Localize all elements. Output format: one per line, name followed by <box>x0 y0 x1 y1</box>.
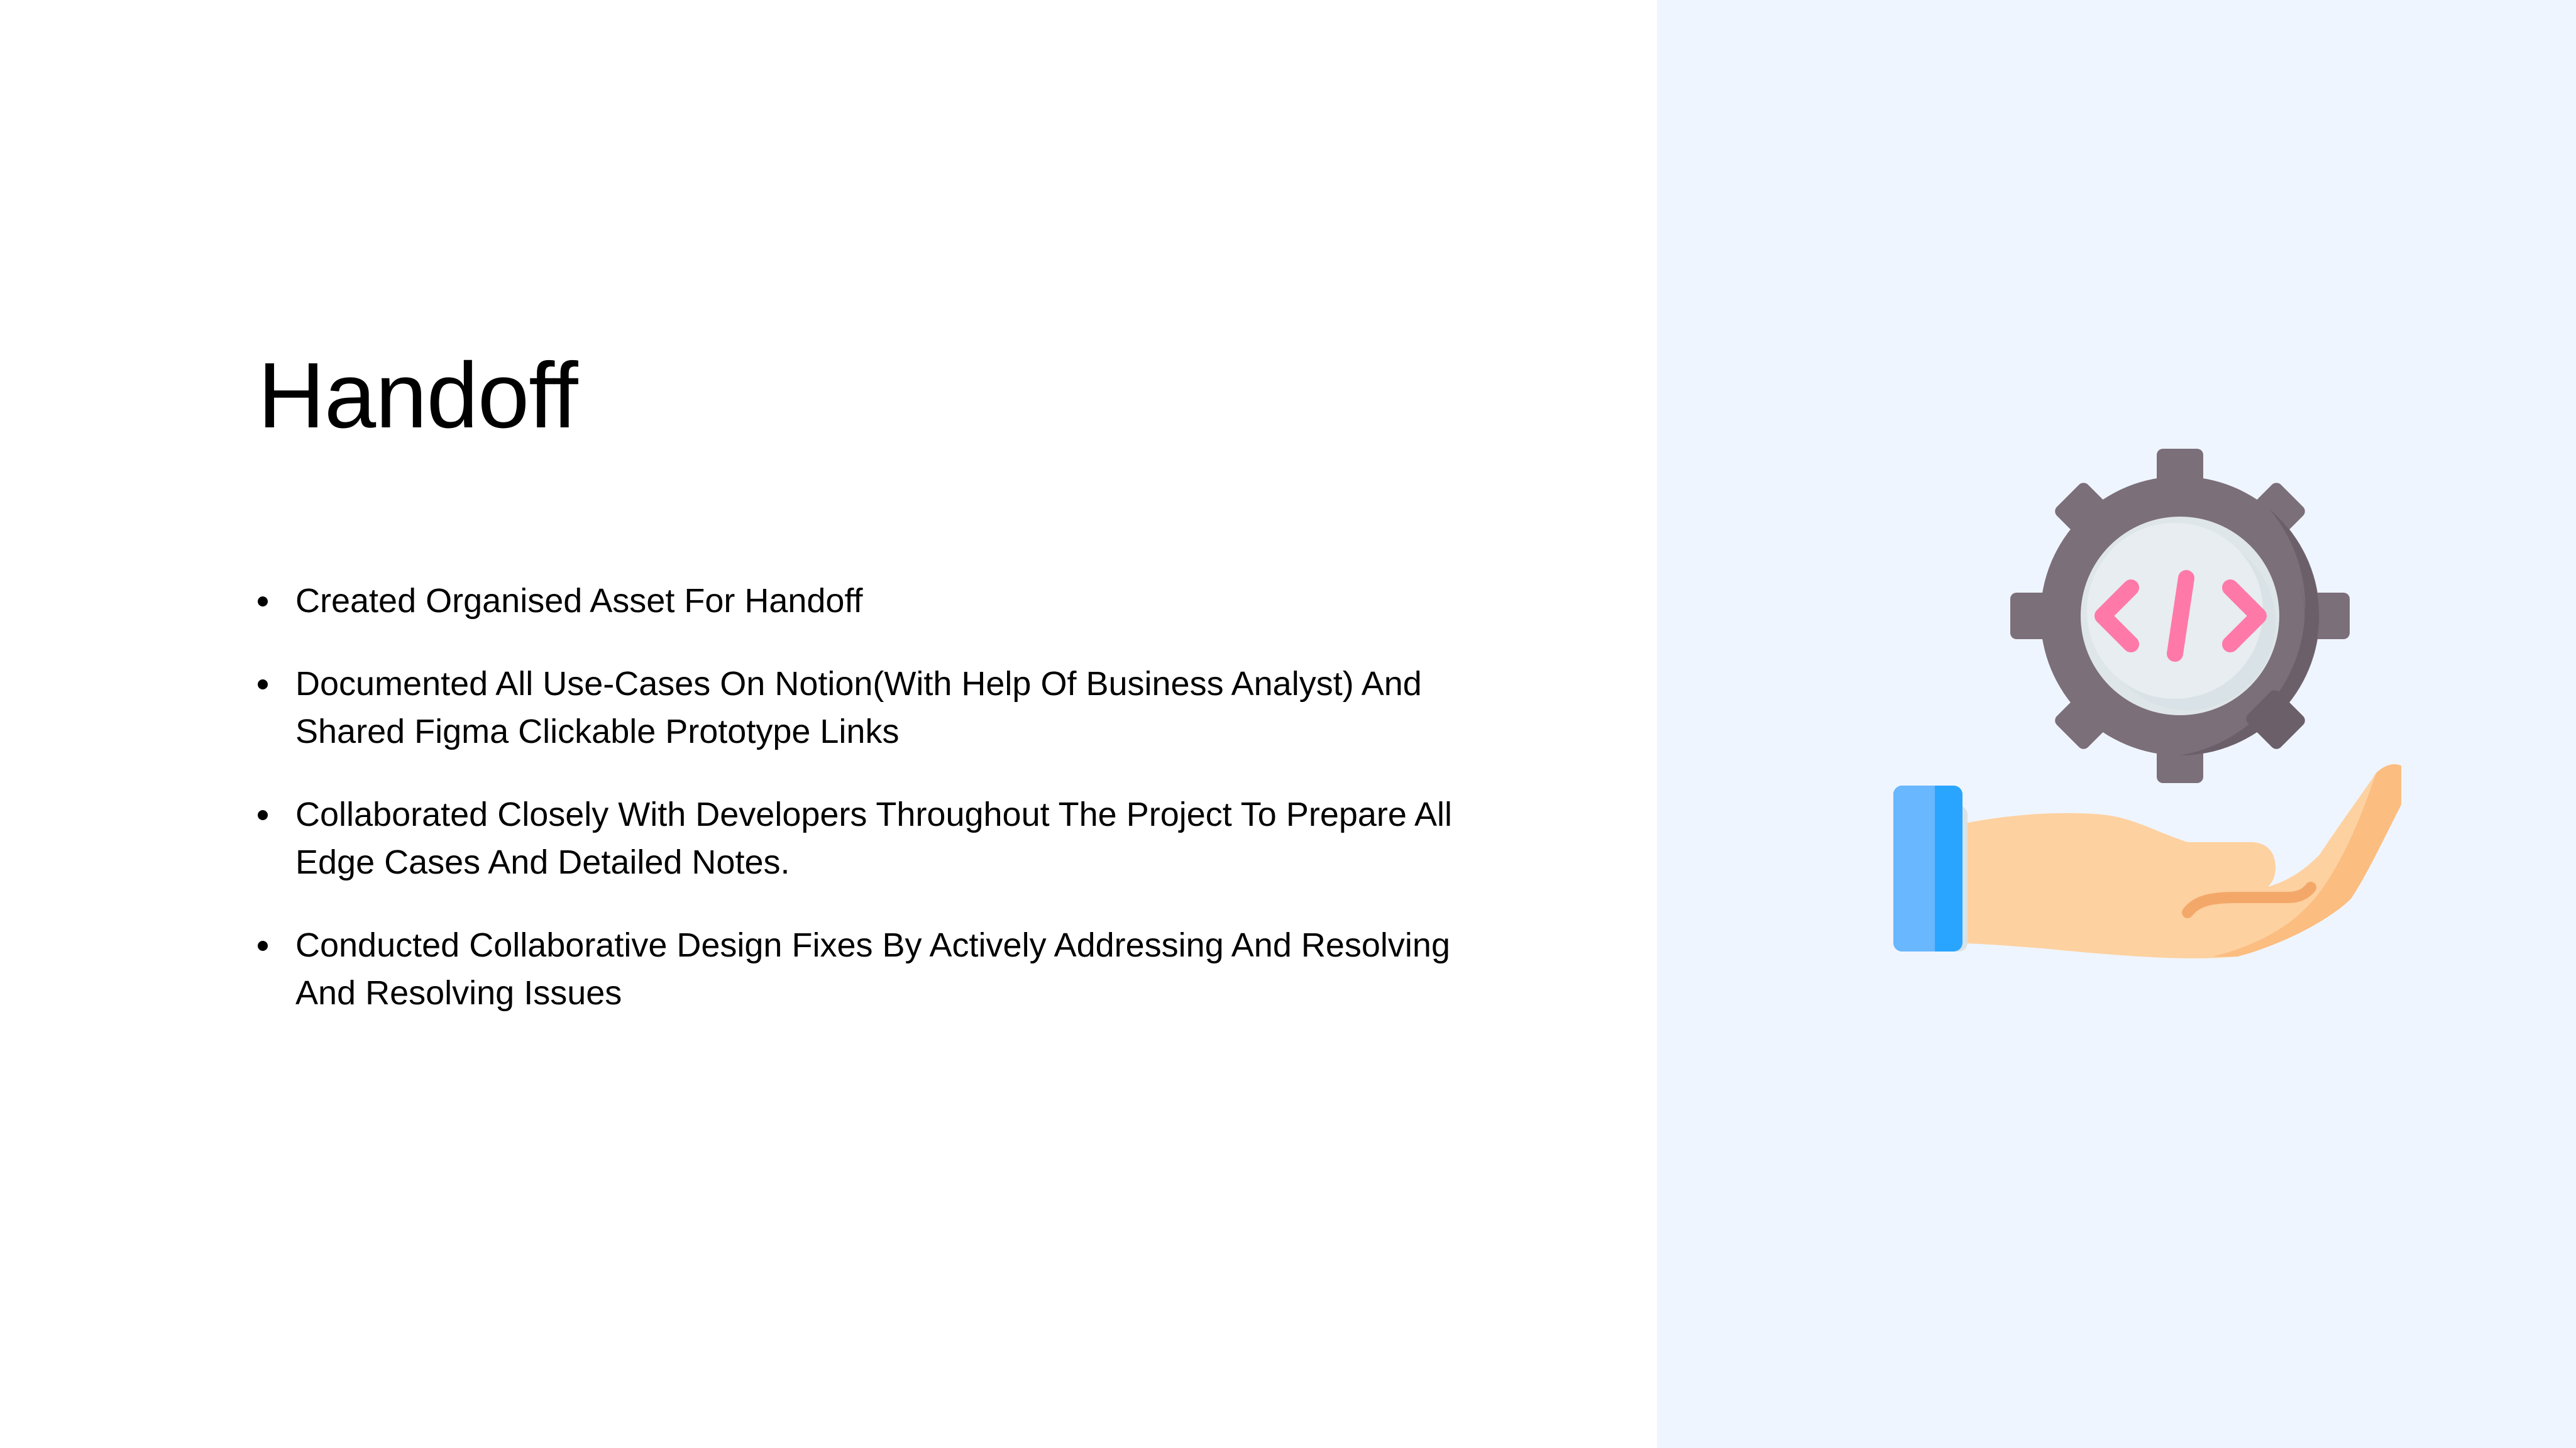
bullet-text: Conducted Collaborative Design Fixes By Actively Addressing And Resolving And Resolving Issues <box>295 926 1450 1012</box>
bullet-text: Created Organised Asset For Handoff <box>295 582 863 620</box>
bullet-dot-icon <box>258 679 268 689</box>
bullet-item <box>258 577 1452 625</box>
bullet-item <box>258 921 1452 1017</box>
bullet-text: Collaborated Closely With Developers Throughout The Project To Prepare All Edge Cases And Detailed Notes. <box>295 796 1452 881</box>
bullet-item <box>258 660 1452 755</box>
bullet-text: Documented All Use-Cases On Notion(With Help Of Business Analyst) And Shared Figma Clickable Prototype Links <box>295 665 1422 750</box>
hand-holding-code-gear-icon <box>1836 440 2401 1006</box>
bullet-dot-icon <box>258 941 268 951</box>
hand-icon <box>1936 764 2401 958</box>
bullet-dot-icon <box>258 810 268 820</box>
sleeve-icon <box>1893 786 1968 952</box>
slide-title: Handoff <box>258 344 578 447</box>
bullet-list <box>258 577 1452 1052</box>
bullet-item <box>258 791 1452 886</box>
bullet-dot-icon <box>258 596 268 606</box>
